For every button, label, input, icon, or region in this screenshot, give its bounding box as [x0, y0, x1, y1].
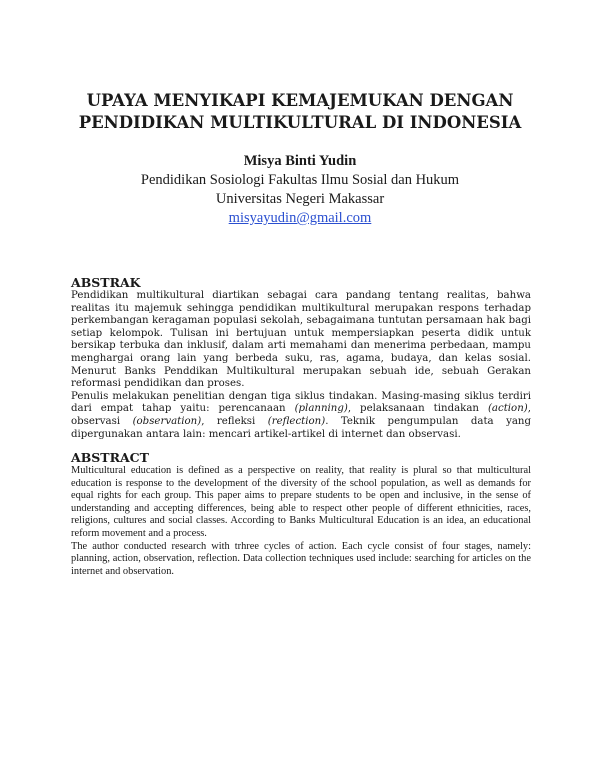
term-reflection: (reflection)	[267, 415, 326, 427]
abstract-paragraph-2: The author conducted research with trhree cycles of action. Each cycle consist of four stages, namely: planning, action, observation, reflection. Data collection techniques used include: searching for articles on the internet and observation.	[71, 540, 531, 577]
paper-title	[40, 90, 560, 134]
term-observation: (observation)	[132, 415, 202, 427]
abstract-paragraph-1: Multicultural education is defined as a perspective on reality, that reality is plural so that multicultural education is response to the development of the diversity of the school population, as well as demands for equal rights for each group. This paper aims to prepare students to be open and inclusive, in the sense of understanding and accepting differences, being able to respect other people of different ethnicities, races, religions, cultures and social classes. According to Banks Multicultural Education is an idea, an educational reform movement and a process.	[71, 465, 531, 539]
abstrak-paragraph-2: Penulis melakukan penelitian dengan tiga siklus tindakan. Masing-masing siklus terdiri dari empat tahap yaitu: perencanaan (planning), pelaksanaan tindakan (action), observasi (observation), refleksi (reflection). Teknik pengumpulan data yang dipergunakan antara lain: mencari artikel-artikel di internet dan observasi.	[71, 390, 531, 440]
abstract-section	[71, 450, 531, 578]
term-action: (action)	[487, 403, 528, 415]
abstrak-paragraph-1: Pendidikan multikultural diartikan sebagai cara pandang tentang realitas, bahwa realitas itu majemuk sehingga pendidikan multikultural merupakan respons terhadap perkembangan keragaman populasi sekolah, sebagaimana tuntutan persamaan hak bagi setiap kelompok. Tulisan ini bertujuan untuk mempersiapkan peserta didik untuk bersikap terbuka dan inklusif, dalam arti memahami dan menerima perbedaan, mampu menghargai orang lain yang berbeda suku, ras, agama, budaya, dan kelas sosial. Menurut Banks Penddikan Multikultural merupakan sebuah ide, sebuah Gerakan reformasi pendidikan dan proses.	[71, 290, 531, 390]
author-department: Pendidikan Sosiologi Fakultas Ilmu Sosial dan Hukum	[140, 172, 460, 188]
abstrak-heading: ABSTRAK	[71, 275, 141, 290]
abstract-heading: ABSTRACT	[71, 450, 149, 465]
abstrak-section	[71, 275, 531, 441]
title-line-2: PENDIDIKAN MULTIKULTURAL DI INDONESIA	[78, 113, 522, 132]
title-line-1: UPAYA MENYIKAPI KEMAJEMUKAN DENGAN	[86, 91, 514, 110]
author-name: Misya Binti Yudin	[243, 153, 357, 169]
author-university: Universitas Negeri Makassar	[215, 191, 385, 207]
author-block	[60, 152, 540, 228]
term-planning: (planning)	[294, 403, 348, 415]
author-email-link[interactable]: misyayudin@gmail.com	[228, 210, 372, 226]
